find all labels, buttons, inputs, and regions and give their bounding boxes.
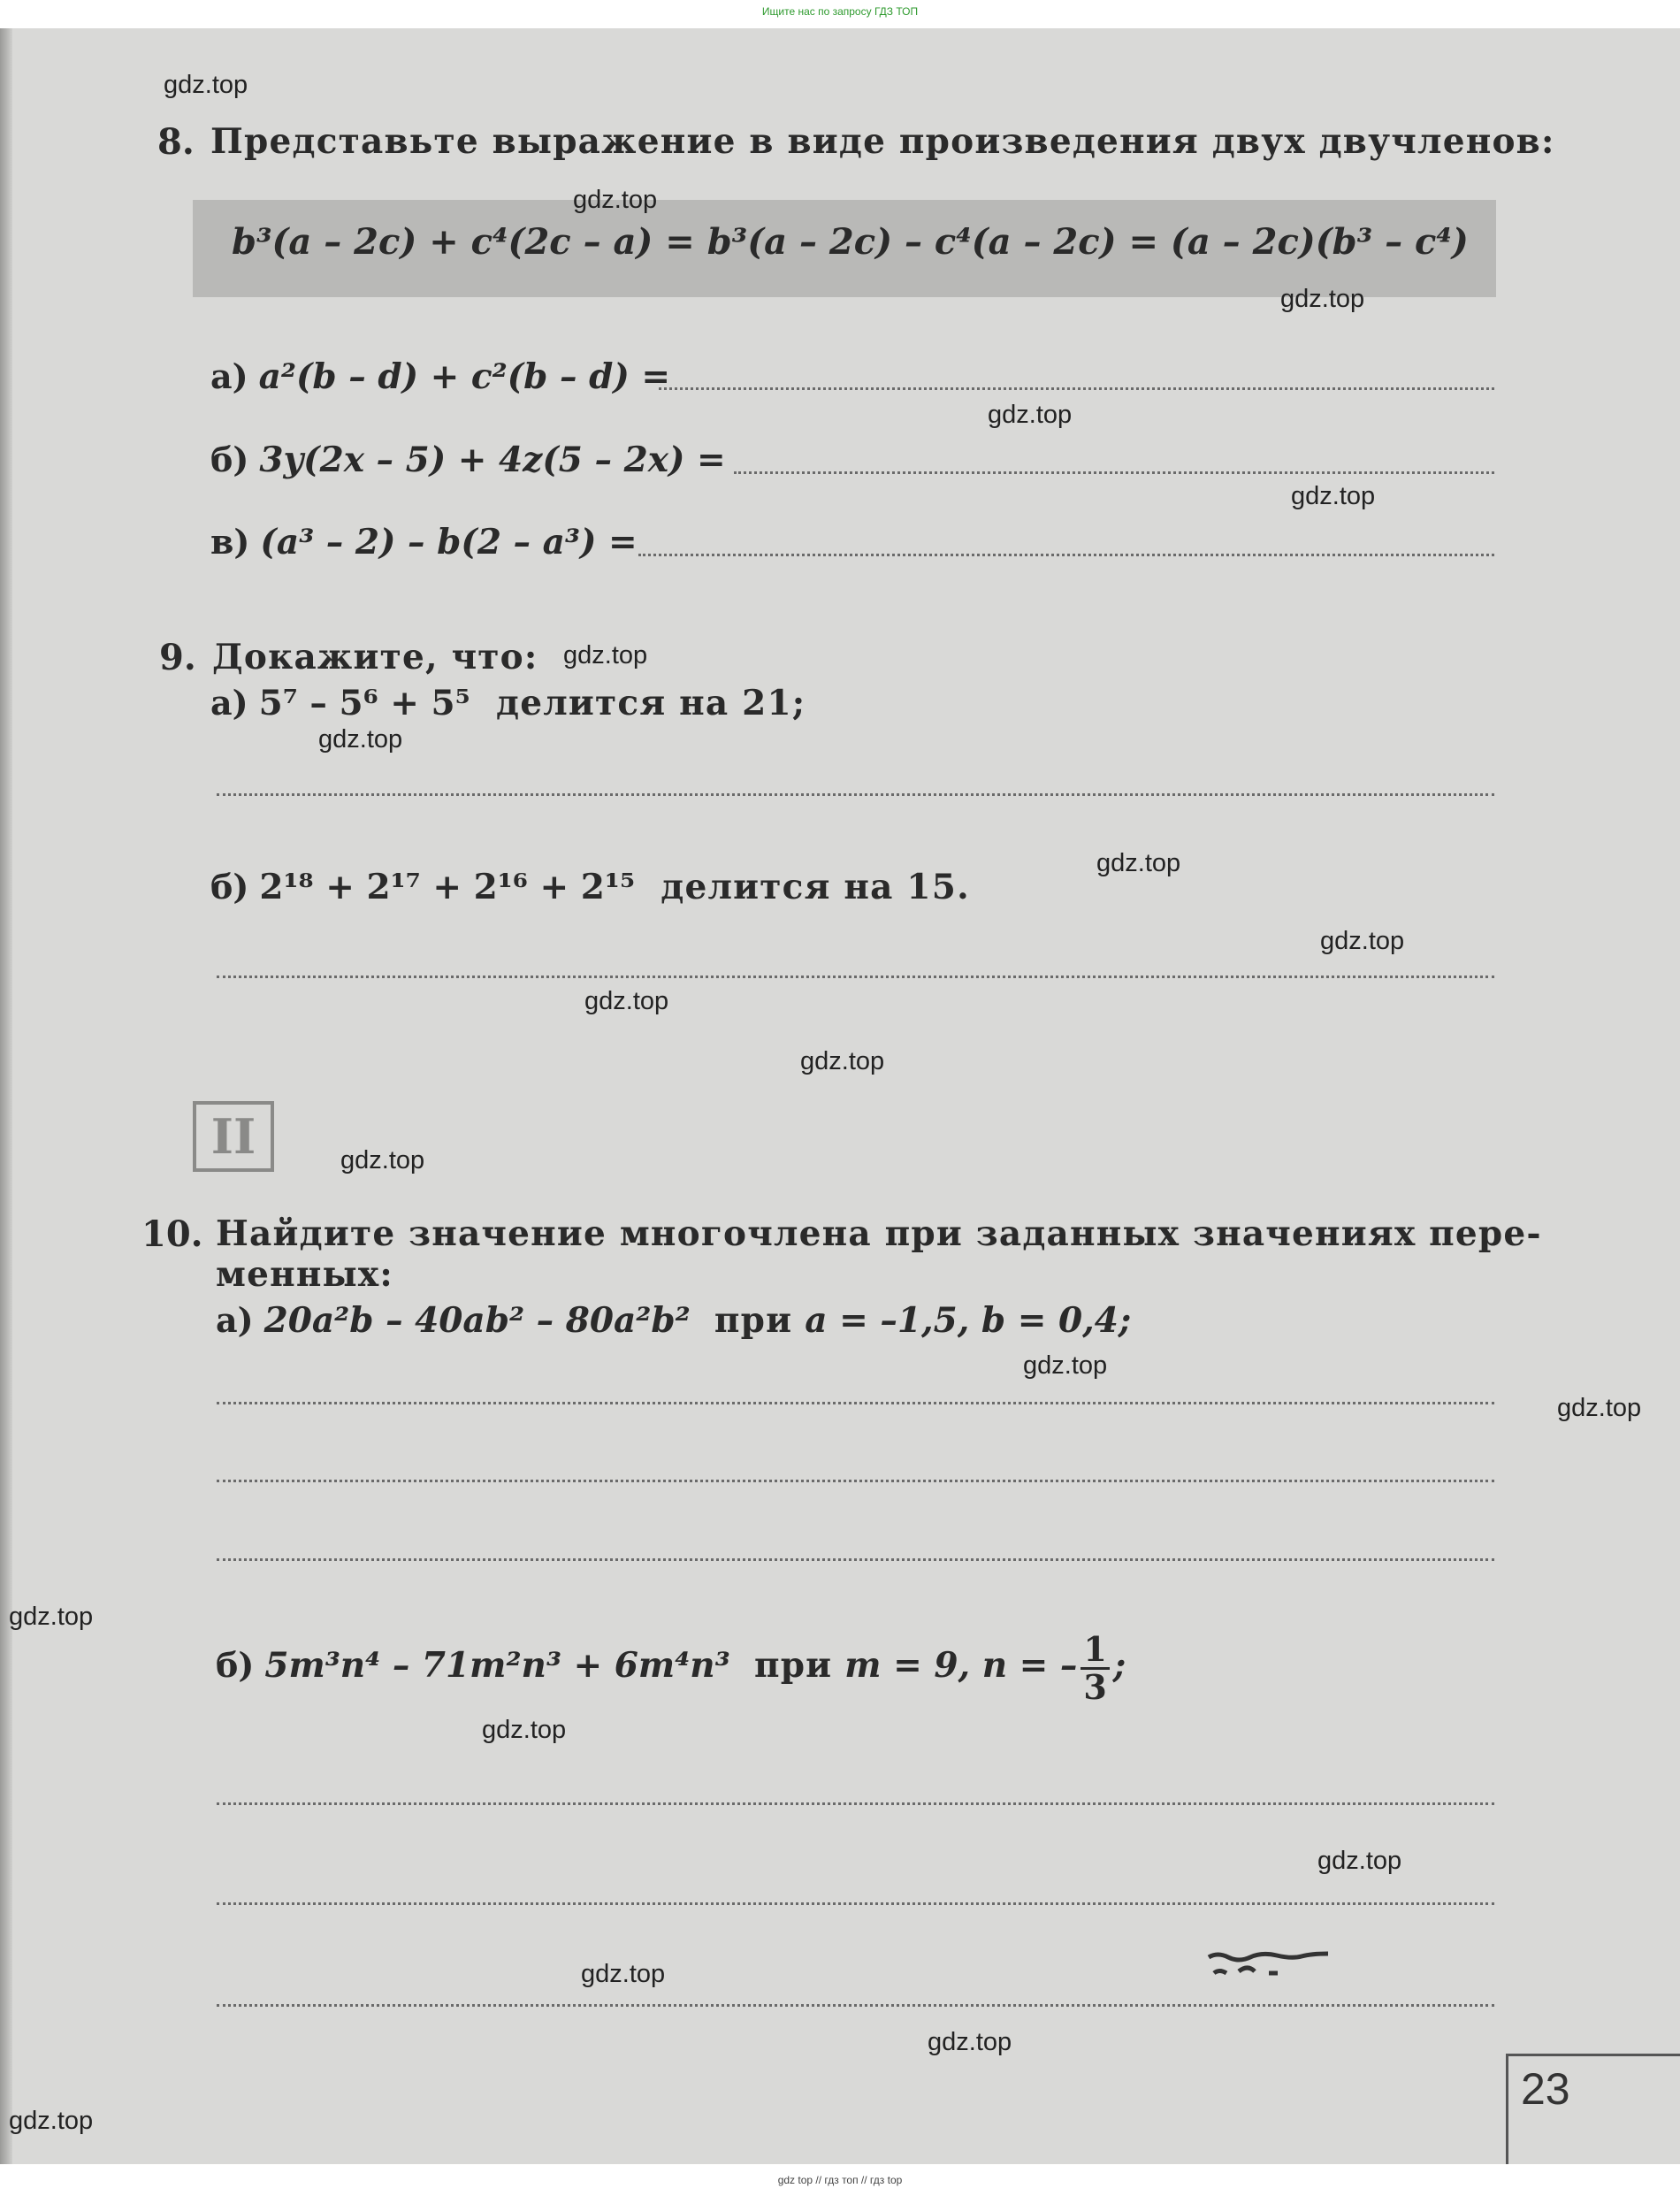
task-8a bbox=[210, 356, 670, 397]
task-9b-label: б) bbox=[210, 867, 249, 907]
task-10b-condition: m = 9, n = – bbox=[844, 1644, 1078, 1686]
watermark: gdz.top bbox=[9, 1603, 94, 1631]
task-8b-expression: 3y(2x – 5) + 4z(5 – 2x) = bbox=[259, 440, 726, 480]
watermark: gdz.top bbox=[164, 71, 248, 99]
smudge-stroke bbox=[1214, 1968, 1278, 1973]
section-marker: II bbox=[193, 1101, 274, 1172]
ink-smudge bbox=[1207, 1950, 1331, 1982]
task-10b-word: при bbox=[753, 1644, 833, 1686]
page-spine-shadow bbox=[0, 28, 12, 2164]
task-8c-label: в) bbox=[210, 522, 250, 562]
task-8a-expression: a²(b – d) + c²(b – d) = bbox=[258, 356, 671, 397]
task-9b-text: делится на 15. bbox=[661, 867, 970, 907]
watermark: gdz.top bbox=[563, 641, 648, 670]
task-9-number: 9. bbox=[159, 637, 196, 678]
task-8-prompt: Представьте выражение в виде произведения двух двучленов: bbox=[210, 121, 1555, 162]
answer-line[interactable] bbox=[217, 1902, 1494, 1905]
answer-line[interactable] bbox=[217, 1402, 1494, 1404]
task-10a-label: а) bbox=[216, 1300, 254, 1340]
task-9a-label: а) bbox=[210, 683, 248, 723]
task-9b-expression: 2¹⁸ + 2¹⁷ + 2¹⁶ + 2¹⁵ bbox=[259, 867, 636, 907]
task-10b-tail: ; bbox=[1112, 1644, 1126, 1686]
task-9a-expression: 5⁷ – 5⁶ + 5⁵ bbox=[258, 683, 470, 723]
task-10a-condition: a = –1,5, b = 0,4; bbox=[805, 1300, 1132, 1341]
watermark: gdz.top bbox=[340, 1146, 425, 1175]
watermark: gdz.top bbox=[1280, 285, 1365, 313]
watermark: gdz.top bbox=[584, 987, 669, 1015]
task-10b-fraction bbox=[1081, 1629, 1109, 1707]
task-10b bbox=[216, 1629, 1126, 1707]
smudge-stroke bbox=[1209, 1954, 1328, 1960]
watermark: gdz.top bbox=[800, 1047, 885, 1075]
task-10a bbox=[216, 1300, 1131, 1341]
task-8b bbox=[210, 440, 726, 480]
watermark: gdz.top bbox=[1291, 482, 1376, 510]
watermark: gdz.top bbox=[318, 725, 403, 754]
watermark: gdz.top bbox=[1096, 849, 1181, 877]
task-10b-expression: 5m³n⁴ – 71m²n³ + 6m⁴n³ bbox=[264, 1644, 730, 1686]
task-10a-word: при bbox=[714, 1300, 793, 1341]
task-8c bbox=[210, 522, 638, 562]
watermark: gdz.top bbox=[581, 1960, 666, 1988]
answer-line[interactable] bbox=[659, 387, 1494, 390]
task-10b-label: б) bbox=[216, 1644, 255, 1685]
answer-line[interactable] bbox=[638, 554, 1494, 556]
watermark: gdz.top bbox=[482, 1716, 567, 1744]
task-9a-text: делится на 21; bbox=[496, 683, 806, 723]
watermark: gdz.top bbox=[988, 401, 1073, 429]
workbook-page bbox=[0, 28, 1680, 2164]
task-9-prompt: Докажите, что: bbox=[212, 637, 538, 677]
page-number: 23 bbox=[1521, 2064, 1570, 2114]
task-8a-label: а) bbox=[210, 356, 248, 396]
task-10a-expression: 20a²b – 40ab² – 80a²b² bbox=[263, 1300, 691, 1341]
answer-line[interactable] bbox=[217, 1558, 1494, 1561]
watermark: gdz.top bbox=[1557, 1394, 1642, 1422]
bottom-banner[interactable]: gdz top // гдз топ // гдз top bbox=[777, 2174, 903, 2186]
fraction-numerator: 1 bbox=[1081, 1632, 1109, 1670]
answer-line[interactable] bbox=[734, 471, 1494, 474]
watermark: gdz.top bbox=[1320, 927, 1405, 955]
task-8c-expression: (a³ – 2) – b(2 – a³) = bbox=[260, 522, 638, 562]
task-10-prompt-line1: Найдите значение многочлена при заданных значениях пере- bbox=[216, 1213, 1542, 1254]
task-9a bbox=[210, 683, 806, 723]
watermark: gdz.top bbox=[573, 186, 658, 214]
fraction-denominator: 3 bbox=[1083, 1666, 1107, 1707]
task-9b bbox=[210, 867, 970, 907]
task-8-number: 8. bbox=[157, 121, 195, 163]
watermark: gdz.top bbox=[928, 2028, 1012, 2056]
top-banner[interactable]: Ищите нас по запросу ГДЗ ТОП bbox=[761, 5, 919, 18]
watermark: gdz.top bbox=[9, 2107, 94, 2135]
answer-line[interactable] bbox=[217, 1802, 1494, 1805]
task-8-example: b³(a – 2c) + c⁴(2c – a) = b³(a – 2c) – c⁴(a – 2c) = (a – 2c)(b³ – c⁴) bbox=[232, 221, 1469, 263]
watermark: gdz.top bbox=[1317, 1847, 1402, 1875]
task-8b-label: б) bbox=[210, 440, 249, 479]
task-10-number: 10. bbox=[141, 1213, 203, 1255]
task-10-prompt-line2: менных: bbox=[216, 1254, 393, 1295]
answer-line[interactable] bbox=[217, 793, 1494, 796]
answer-line[interactable] bbox=[217, 976, 1494, 978]
watermark: gdz.top bbox=[1023, 1351, 1108, 1380]
answer-line[interactable] bbox=[217, 2004, 1494, 2007]
answer-line[interactable] bbox=[217, 1480, 1494, 1482]
